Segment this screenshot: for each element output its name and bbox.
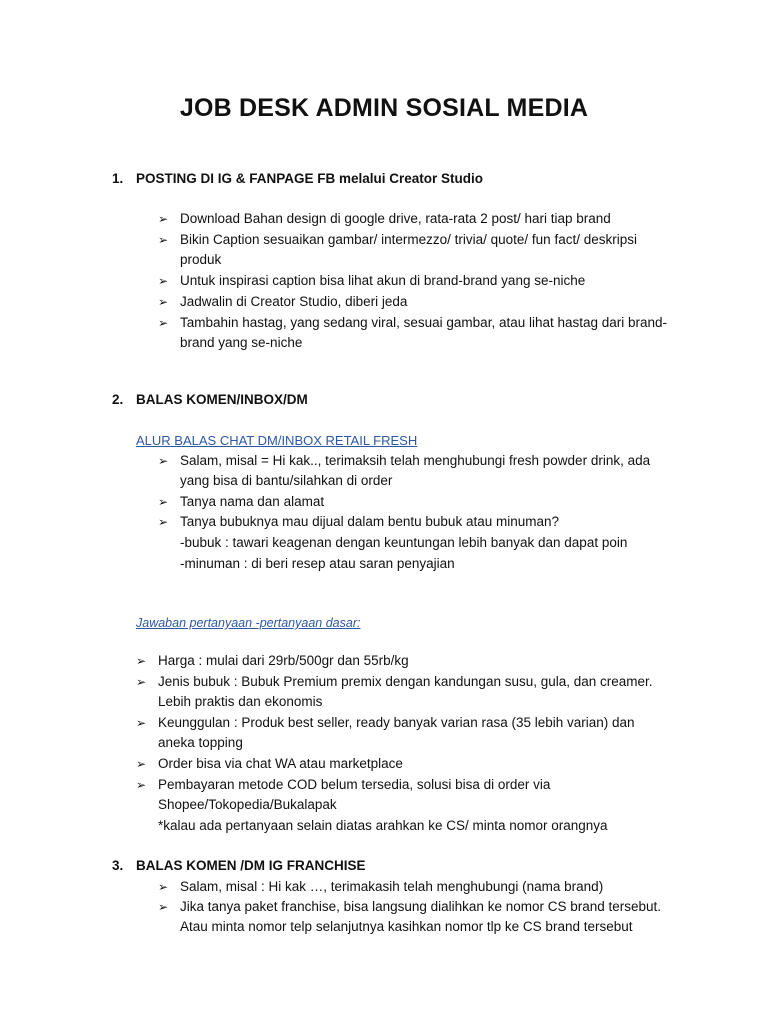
- list-item-line: Jika tanya paket franchise, bisa langsung dialihkan ke nomor CS brand tersebut.: [180, 899, 662, 914]
- section-2-number: 2.: [112, 392, 124, 407]
- bullet-arrow-icon: ➢: [136, 757, 147, 771]
- faq-item-line: Lebih praktis dan ekonomis: [158, 694, 323, 709]
- faq-item-line: Keunggulan : Produk best seller, ready banyak varian rasa (35 lebih varian) dan: [158, 715, 635, 730]
- bullet-arrow-icon: ➢: [158, 274, 169, 288]
- list-item-line: Bikin Caption sesuaikan gambar/ intermezzo/ trivia/ quote/ fun fact/ deskripsi: [180, 232, 637, 247]
- faq-item-line: aneka topping: [158, 735, 243, 750]
- list-item-line: yang bisa di bantu/silahkan di order: [180, 473, 393, 488]
- list-item-line: Untuk inspirasi caption bisa lihat akun di brand-brand yang se-niche: [180, 273, 586, 288]
- faq-item-line: Shopee/Tokopedia/Bukalapak: [158, 797, 337, 812]
- option-line-minuman: -minuman : di beri resep atau saran penyajian: [180, 556, 455, 571]
- bullet-arrow-icon: ➢: [136, 654, 147, 668]
- page-title: JOB DESK ADMIN SOSIAL MEDIA: [179, 94, 589, 122]
- faq-item-line: Pembayaran metode COD belum tersedia, solusi bisa di order via: [158, 777, 551, 792]
- faq-item-line: Harga : mulai dari 29rb/500gr dan 55rb/kg: [158, 653, 409, 668]
- list-item-line: Jadwalin di Creator Studio, diberi jeda: [180, 294, 408, 309]
- bullet-arrow-icon: ➢: [158, 495, 169, 509]
- list-item-line: Atau minta nomor telp selanjutnya kasihkan nomor tlp ke CS brand tersebut: [180, 919, 633, 934]
- list-item-line: Tanya nama dan alamat: [180, 494, 325, 509]
- bullet-arrow-icon: ➢: [158, 316, 169, 330]
- list-item-line: Download Bahan design di google drive, rata-rata 2 post/ hari tiap brand: [180, 211, 611, 226]
- bullet-arrow-icon: ➢: [136, 675, 147, 689]
- section-3-heading: BALAS KOMEN /DM IG FRANCHISE: [136, 858, 366, 873]
- bullet-arrow-icon: ➢: [158, 295, 169, 309]
- section-1-heading: POSTING DI IG & FANPAGE FB melalui Creator Studio: [136, 171, 484, 186]
- faq-heading: Jawaban pertanyaan -pertanyaan dasar:: [136, 616, 361, 630]
- bullet-arrow-icon: ➢: [158, 233, 169, 247]
- list-item-line: Salam, misal : Hi kak …, terimakasih telah menghubungi (nama brand): [180, 879, 604, 894]
- section-2-heading: BALAS KOMEN/INBOX/DM: [136, 392, 308, 407]
- list-item-line: Tanya bubuknya mau dijual dalam bentu bubuk atau minuman?: [180, 514, 560, 529]
- bullet-arrow-icon: ➢: [136, 778, 147, 792]
- bullet-arrow-icon: ➢: [136, 716, 147, 730]
- bullet-arrow-icon: ➢: [158, 212, 169, 226]
- bullet-arrow-icon: ➢: [158, 454, 169, 468]
- faq-item-line: Jenis bubuk : Bubuk Premium premix dengan kandungan susu, gula, dan creamer.: [158, 674, 653, 689]
- section-1-number: 1.: [112, 171, 124, 186]
- faq-item-line: Order bisa via chat WA atau marketplace: [158, 756, 403, 771]
- list-item-line: Tambahin hastag, yang sedang viral, sesuai gambar, atau lihat hastag dari brand-: [180, 315, 668, 330]
- bullet-arrow-icon: ➢: [158, 880, 169, 894]
- list-item-line: brand yang se-niche: [180, 335, 303, 350]
- list-item-line: Salam, misal = Hi kak.., terimaksih telah menghubungi fresh powder drink, ada: [180, 453, 651, 468]
- bullet-arrow-icon: ➢: [158, 515, 169, 529]
- faq-note: *kalau ada pertanyaan selain diatas arahkan ke CS/ minta nomor orangnya: [158, 818, 608, 833]
- option-line-bubuk: -bubuk : tawari keagenan dengan keuntungan lebih banyak dan dapat poin: [180, 535, 628, 550]
- section-3-number: 3.: [112, 858, 124, 873]
- section-2-subheading: ALUR BALAS CHAT DM/INBOX RETAIL FRESH: [136, 433, 418, 448]
- bullet-arrow-icon: ➢: [158, 900, 169, 914]
- list-item-line: produk: [180, 252, 222, 267]
